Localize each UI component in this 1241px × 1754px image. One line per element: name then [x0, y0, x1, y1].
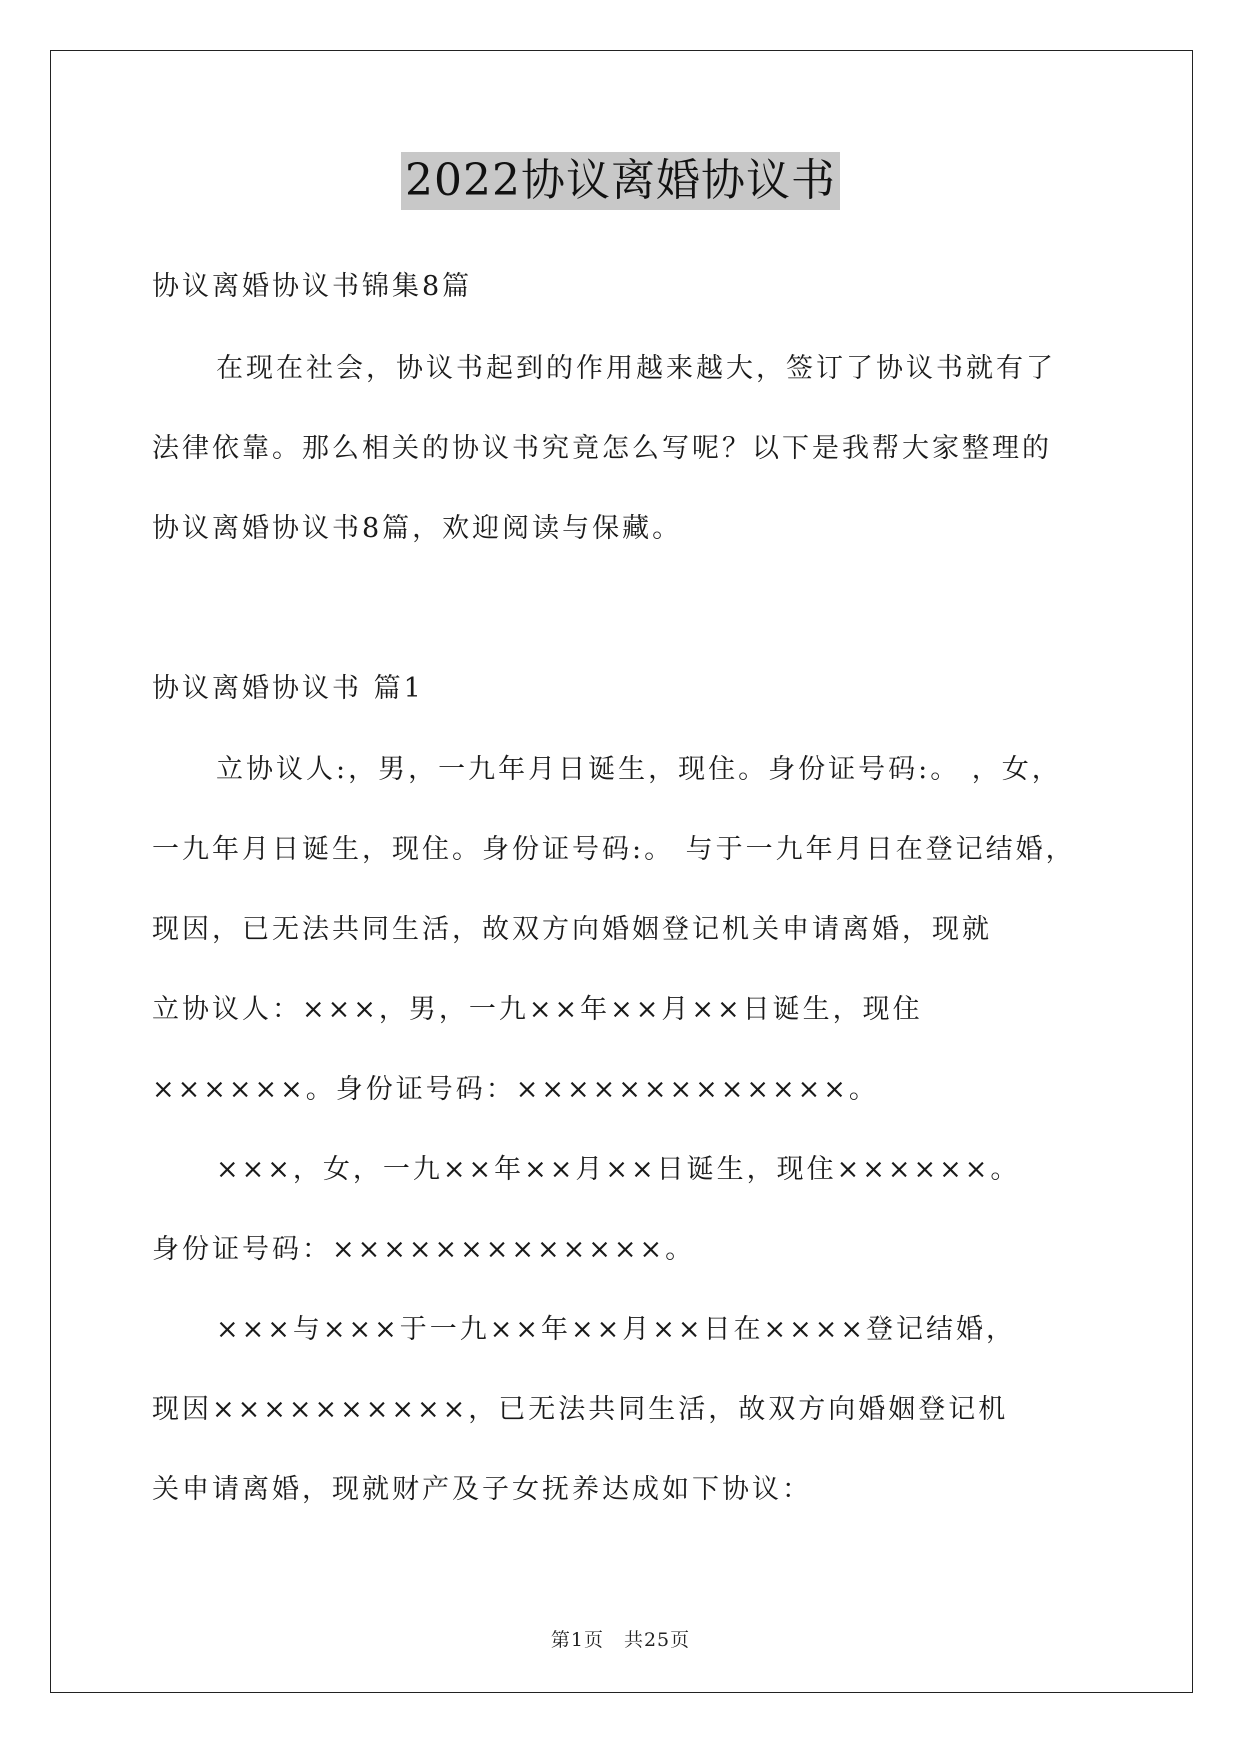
body-paragraph-line: 关申请离婚，现就财产及子女抚养达成如下协议： [152, 1474, 812, 1505]
title-container [0, 152, 1241, 210]
body-paragraph-line: 立协议人:，男，一九年月日诞生，现住。身份证号码:。 ，女， [216, 754, 1062, 785]
body-paragraph-line: 现因××××××××××，已无法共同生活，故双方向婚姻登记机 [152, 1394, 1009, 1425]
body-paragraph-line: 身份证号码：×××××××××××××。 [152, 1234, 696, 1265]
intro-paragraph-line: 在现在社会，协议书起到的作用越来越大，签订了协议书就有了 [216, 353, 1056, 384]
page-footer [0, 1625, 1241, 1652]
intro-paragraph-line: 协议离婚协议书8篇，欢迎阅读与保藏。 [152, 513, 683, 544]
body-paragraph-line: ×××，女，一九××年××月××日诞生，现住××××××。 [216, 1154, 1021, 1185]
body-paragraph-line: 立协议人：×××，男，一九××年××月××日诞生，现住 [152, 994, 923, 1025]
document-title: 2022协议离婚协议书 [401, 152, 840, 210]
collection-heading: 协议离婚协议书锦集8篇 [152, 271, 473, 302]
body-paragraph-line: 现因，已无法共同生活，故双方向婚姻登记机关申请离婚，现就 [152, 914, 992, 945]
section-heading: 协议离婚协议书 篇1 [152, 673, 424, 704]
body-paragraph-line: ××××××。身份证号码：×××××××××××××。 [152, 1074, 879, 1105]
intro-paragraph-line: 法律依靠。那么相关的协议书究竟怎么写呢？以下是我帮大家整理的 [152, 433, 1052, 464]
body-paragraph-line: 一九年月日诞生，现住。身份证号码:。 与于一九年月日在登记结婚， [152, 834, 1076, 865]
page-total: 共25页 [623, 1629, 691, 1651]
page-number: 第1页 [550, 1629, 604, 1651]
body-paragraph-line: ×××与×××于一九××年××月××日在××××登记结婚， [216, 1314, 1016, 1345]
